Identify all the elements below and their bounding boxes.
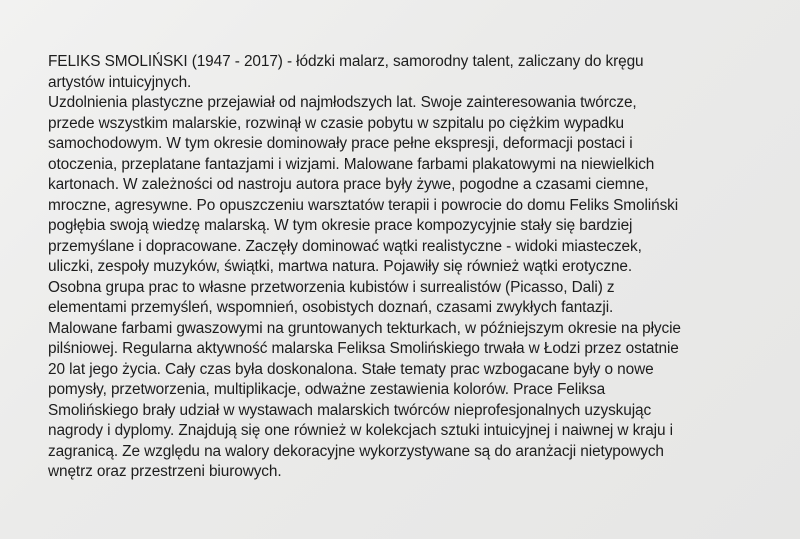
text-line: przemyślane i dopracowane. Zaczęły dominować wątki realistyczne - widoki miasteczek, (48, 237, 642, 255)
text-line: FELIKS SMOLIŃSKI (1947 - 2017) - łódzki malarz, samorodny talent, zaliczany do kręgu (48, 53, 644, 70)
text-line: zagranicą. Ze względu na walory dekoracyjne wykorzystywane są do aranżacji nietypowych (48, 442, 664, 460)
text-line: wnętrz oraz przestrzeni biurowych. (48, 463, 282, 480)
text-line: otoczenia, przeplatane fantazjami i wizjami. Malowane farbami plakatowymi na niewielkich (48, 155, 655, 173)
text-line: uliczki, zespoły muzyków, świątki, martwa natura. Pojawiły się również wątki erotyczne. (48, 258, 633, 275)
biography-text (48, 52, 788, 483)
text-line: przede wszystkim malarskie, rozwinął w czasie pobytu w szpitalu po ciężkim wypadku (48, 114, 624, 132)
text-line: nagrody i dyplomy. Znajdują się one również w kolekcjach sztuki intuicyjnej i naiwnej w kraju i (48, 422, 673, 439)
text-line: Uzdolnienia plastyczne przejawiał od najmłodszych lat. Swoje zainteresowania twórcze, (48, 94, 637, 111)
text-line: kartonach. W zależności od nastroju autora prace były żywe, pogodne a czasami ciemne, (48, 176, 649, 193)
text-line: Malowane farbami gwaszowymi na gruntowanych tekturkach, w późniejszym okresie na płycie (48, 319, 681, 337)
text-line: artystów intuicyjnych. (48, 73, 192, 91)
text-line: samochodowym. W tym okresie dominowały prace pełne ekspresji, deformacji postaci i (48, 135, 633, 152)
text-line: mroczne, agresywne. Po opuszczeniu warsztatów terapii i powrocie do domu Feliks Smoliński (48, 196, 679, 214)
text-line: pilśniowej. Regularna aktywność malarska Feliksa Smolińskiego trwała w Łodzi przez ostatnie (48, 340, 679, 357)
text-line: 20 lat jego życia. Cały czas była doskonalona. Stałe tematy prac wzbogacane były o nowe (48, 360, 654, 378)
text-line: pogłębia swoją wiedzę malarską. W tym okresie prace kompozycyjnie stały się bardziej (48, 217, 633, 234)
text-line: pomysły, przetworzenia, multiplikacje, odważne zestawienia kolorów. Prace Feliksa (48, 381, 606, 398)
text-line: elementami przemyśleń, wspomnień, osobistych doznań, czasami zwykłych fantazji. (48, 299, 614, 316)
text-line: Smolińskiego brały udział w wystawach malarskich twórców nieprofesjonalnych uzyskując (48, 401, 652, 419)
text-line: Osobna grupa prac to własne przetworzenia kubistów i surrealistów (Picasso, Dali) z (48, 278, 615, 296)
